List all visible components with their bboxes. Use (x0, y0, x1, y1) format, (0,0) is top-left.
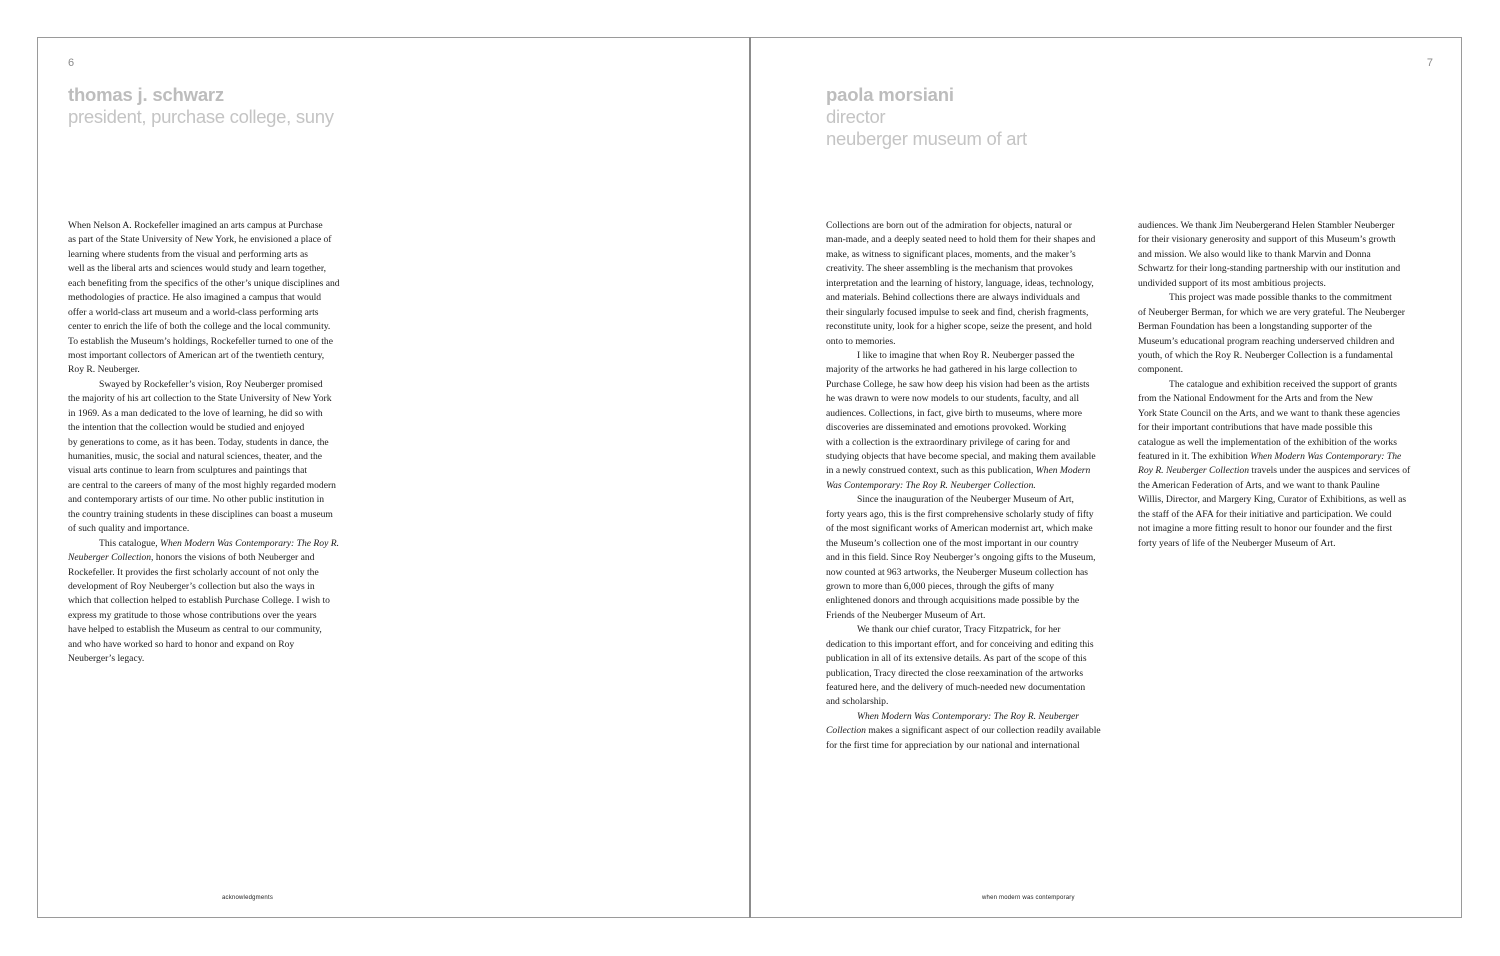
line-text: undivided support of its most ambitious projects. (1138, 277, 1326, 289)
text-line (68, 248, 340, 262)
line-text: Roy R. Neuberger. (68, 364, 140, 376)
line-text: Neuberger’s legacy. (68, 653, 145, 665)
italic-title: Was Contemporary: The Roy R. Neuberger Collection. (826, 479, 1036, 491)
line-text: center to enrich the life of both the college and the local community. (68, 321, 331, 333)
line-text: development of Roy Neuberger’s collection but also the ways in (68, 580, 315, 592)
text-line (826, 248, 1101, 262)
line-text: the intention that the collection would be studied and enjoyed (68, 422, 305, 434)
text-line (826, 277, 1101, 291)
line-text: onto to memories. (826, 335, 896, 347)
line-text: makes a significant aspect of our collection readily available (865, 725, 1101, 737)
text-line (68, 522, 340, 536)
line-text: of such quality and importance. (68, 523, 190, 535)
text-line (68, 277, 340, 291)
text-line (1138, 335, 1410, 349)
text-line (68, 551, 340, 565)
line-text: Berman Foundation has been a longstanding supporter of the (1138, 321, 1372, 333)
text-line (68, 464, 340, 478)
text-line (68, 580, 340, 594)
line-text: the staff of the AFA for their initiative and participation. We could (1138, 508, 1392, 520)
text-line (826, 262, 1101, 276)
italic-title: Neuberger Collection (68, 552, 152, 564)
italic-title: When Modern Was Contemporary: The (1250, 451, 1402, 462)
line-text: and materials. Behind collections there are always individuals and (826, 292, 1080, 304)
line-text: and contemporary artists of our time. No other public institution in (68, 494, 325, 506)
text-line (826, 436, 1101, 450)
line-text: enlightened donors and through acquisitions made possible by the (826, 595, 1080, 607)
line-text: the majority of his art collection to the State University of New York (68, 393, 332, 405)
text-line (1138, 436, 1410, 450)
line-text: as part of the State University of New York, he envisioned a place of (68, 234, 332, 246)
text-line (826, 493, 1101, 507)
line-text: visual arts continue to learn from sculptures and paintings that (68, 465, 307, 477)
text-line (1138, 407, 1410, 421)
body-column-1 (826, 219, 1101, 753)
text-line (68, 291, 340, 305)
text-line (826, 378, 1101, 392)
line-text: The catalogue and exhibition received the support of grants (1169, 378, 1398, 390)
line-text: of the most significant works of American modernist art, which make (826, 523, 1093, 535)
line-text: which that collection helped to establish Purchase College. I wish to (68, 595, 330, 607)
italic-title: Collection (826, 725, 866, 737)
text-line (68, 609, 340, 623)
line-text: forty years ago, this is the first comprehensive scholarly study of fifty (826, 508, 1094, 520)
text-line (1138, 277, 1410, 291)
line-text: express my gratitude to those whose contributions over the years (68, 609, 317, 621)
text-line (68, 262, 340, 276)
text-line (826, 724, 1101, 738)
line-text: Rockefeller. It provides the first scholarly account of not only the (68, 566, 319, 578)
line-text: York State Council on the Arts, and we want to thank these agencies (1138, 407, 1401, 419)
text-line (826, 551, 1101, 565)
text-line (826, 739, 1101, 753)
text-line (826, 508, 1101, 522)
text-line (826, 594, 1101, 608)
text-line (826, 335, 1101, 349)
text-line (1138, 450, 1410, 464)
text-line (1138, 291, 1410, 305)
text-line (1138, 508, 1410, 522)
text-line (1138, 363, 1410, 377)
text-line (68, 479, 340, 493)
line-text: audiences. We thank Jim Neubergerand Helen Stambler Neuberger (1138, 220, 1395, 231)
line-text: for their important contributions that have made possible this (1138, 422, 1373, 434)
text-line (1138, 421, 1410, 435)
line-text: for their visionary generosity and support of this Museum’s growth (1138, 234, 1396, 246)
text-line (68, 306, 340, 320)
line-text: youth, of which the Roy R. Neuberger Collection is a fundamental (1138, 349, 1394, 361)
line-text: from the National Endowment for the Arts and from the New (1138, 393, 1373, 405)
text-line (826, 291, 1101, 305)
line-text: grown to more than 6,000 pieces, through the gifts of many (826, 580, 1055, 592)
line-text: have helped to establish the Museum as central to our community, (68, 624, 322, 636)
left-page (38, 38, 749, 917)
line-text: humanities, music, the social and natural sciences, theater, and the (68, 451, 323, 462)
text-line (68, 652, 340, 666)
italic-title: When Modern Was Contemporary: The Roy R. Neuberger (857, 710, 1080, 722)
text-line (68, 363, 340, 377)
text-line (68, 508, 340, 522)
line-text: Friends of the Neuberger Museum of Art. (826, 609, 986, 621)
text-line (1138, 320, 1410, 334)
text-line (826, 681, 1101, 695)
line-text: We thank our chief curator, Tracy Fitzpatrick, for her (857, 624, 1061, 636)
text-line (68, 320, 340, 334)
text-line (826, 306, 1101, 320)
line-text: studying objects that have become special, and making them available (826, 451, 1096, 462)
line-text: Collections are born out of the admiration for objects, natural or (826, 220, 1072, 231)
line-text: interpretation and the learning of history, language, ideas, technology, (826, 277, 1094, 289)
line-text: This project was made possible thanks to the commitment (1169, 292, 1392, 304)
line-text: for the first time for appreciation by our national and international (826, 739, 1080, 751)
page-number: 7 (1426, 57, 1433, 69)
line-text: the American Federation of Arts, and we want to thank Pauline (1138, 479, 1380, 491)
text-line (68, 233, 340, 247)
text-line (1138, 392, 1410, 406)
line-text: , honors the visions of both Neuberger and (151, 552, 315, 564)
line-text: their singularly focused impulse to seek and find, cherish fragments, (826, 306, 1089, 318)
body-column (68, 219, 340, 667)
text-line (826, 320, 1101, 334)
text-line (68, 537, 340, 551)
page-footer: when modern was contemporary (982, 895, 1075, 901)
line-text: To establish the Museum’s holdings, Rockefeller turned to one of the (68, 335, 333, 347)
text-line (826, 233, 1101, 247)
text-line (68, 378, 340, 392)
line-text: learning where students from the visual and performing arts as (68, 248, 309, 260)
line-text: and in this field. Since Roy Neuberger’s ongoing gifts to the Museum, (826, 552, 1096, 564)
line-text: publication in all of its extensive details. As part of the scope of this (826, 653, 1087, 665)
line-text: with a collection is the extraordinary privilege of caring for and (826, 436, 1071, 448)
text-line (826, 638, 1101, 652)
page-number: 6 (68, 57, 75, 69)
text-line (826, 522, 1101, 536)
text-line (826, 710, 1101, 724)
text-line (826, 479, 1101, 493)
text-line (826, 537, 1101, 551)
line-text: in a newly construed context, such as this publication, (826, 465, 1036, 477)
italic-title: When Modern Was Contemporary: The Roy R. (160, 537, 339, 549)
page-footer: acknowledgments (222, 895, 274, 901)
text-line (68, 638, 340, 652)
text-line (826, 580, 1101, 594)
text-line (68, 349, 340, 363)
line-text: are central to the careers of many of the most highly regarded modern (68, 479, 336, 491)
text-line (68, 407, 340, 421)
line-text: Museum’s educational program reaching underserved children and (1138, 335, 1395, 347)
line-text: make, as witness to significant places, moments, and the maker’s (826, 248, 1076, 260)
author-title-line: director (826, 106, 886, 127)
text-line (1138, 479, 1410, 493)
text-line (68, 493, 340, 507)
text-line (1138, 537, 1410, 551)
line-text: most important collectors of American art of the twentieth century, (68, 349, 325, 361)
line-text: not imagine a more fitting result to honor our founder and the first (1138, 523, 1393, 535)
line-text: majority of the artworks he had gathered in his large collection to (826, 364, 1078, 376)
line-text: the Museum’s collection one of the most important in our country (826, 537, 1079, 549)
text-line (1138, 233, 1410, 247)
line-text: each benefiting from the specifics of the other’s unique disciplines and (68, 277, 340, 289)
line-text: well as the liberal arts and sciences would study and learn together, (68, 263, 327, 275)
text-line (826, 609, 1101, 623)
text-line (826, 421, 1101, 435)
text-line (826, 566, 1101, 580)
line-text: by generations to come, as it has been. Today, students in dance, the (68, 436, 329, 448)
line-text: and scholarship. (826, 696, 889, 708)
line-text: Willis, Director, and Margery King, Curator of Exhibitions, as well as (1138, 494, 1407, 506)
line-text: travels under the auspices and services of (1249, 465, 1411, 477)
text-line (1138, 378, 1410, 392)
text-line (1138, 464, 1410, 478)
text-line (826, 219, 1101, 233)
text-line (826, 667, 1101, 681)
line-text: featured in it. The exhibition (1138, 451, 1251, 462)
text-line (1138, 522, 1410, 536)
text-line (826, 464, 1101, 478)
text-line (1138, 349, 1410, 363)
text-line (1138, 262, 1410, 276)
line-text: man-made, and a deeply seated need to hold them for their shapes and (826, 234, 1096, 246)
line-text: When Nelson A. Rockefeller imagined an arts campus at Purchase (68, 220, 323, 231)
text-line (826, 349, 1101, 363)
line-text: catalogue as well the implementation of the exhibition of the works (1138, 436, 1397, 448)
line-text: methodologies of practice. He also imagined a campus that would (68, 292, 322, 304)
line-text: he was drawn to were now models to our students, faculty, and all (826, 393, 1080, 405)
line-text: audiences. Collections, in fact, give birth to museums, where more (826, 407, 1083, 419)
line-text: forty years of life of the Neuberger Museum of Art. (1138, 537, 1336, 549)
author-name: thomas j. schwarz (68, 84, 224, 105)
italic-title: When Modern (1035, 465, 1091, 477)
line-text: Purchase College, he saw how deep his vision had been as the artists (826, 378, 1090, 390)
line-text: Since the inauguration of the Neuberger Museum of Art, (857, 494, 1074, 506)
text-line (68, 335, 340, 349)
text-line (68, 566, 340, 580)
body-column-2 (1138, 219, 1410, 551)
author-title: president, purchase college, suny (68, 106, 334, 127)
text-line (68, 392, 340, 406)
line-text: creativity. The sheer assembling is the mechanism that provokes (826, 263, 1073, 275)
text-line (826, 695, 1101, 709)
text-line (68, 436, 340, 450)
text-line (826, 392, 1101, 406)
line-text: publication, Tracy directed the close reexamination of the artworks (826, 667, 1084, 679)
line-text: and mission. We also would like to thank Marvin and Donna (1138, 248, 1371, 260)
line-text: Swayed by Rockefeller’s vision, Roy Neuberger promised (99, 378, 323, 390)
line-text: featured here, and the delivery of much-needed new documentation (826, 682, 1086, 693)
line-text: and who have worked so hard to honor and expand on Roy (68, 638, 295, 650)
text-line (826, 450, 1101, 464)
text-line (68, 219, 340, 233)
line-text: in 1969. As a man dedicated to the love of learning, he did so with (68, 407, 323, 419)
author-institution-line: neuberger museum of art (826, 128, 1027, 149)
italic-title: Roy R. Neuberger Collection (1138, 465, 1250, 477)
text-line (826, 623, 1101, 637)
line-text: of Neuberger Berman, for which we are very grateful. The Neuberger (1138, 306, 1405, 318)
line-text: Schwartz for their long-standing partnership with our institution and (1138, 263, 1401, 275)
text-line (68, 421, 340, 435)
line-text: component. (1138, 364, 1184, 376)
text-line (826, 407, 1101, 421)
right-page (751, 38, 1461, 917)
text-line (1138, 248, 1410, 262)
text-line (1138, 219, 1410, 233)
line-text: dedication to this important effort, and for conceiving and editing this (826, 638, 1094, 650)
line-text: discoveries are disseminated and emotions provoked. Working (826, 422, 1067, 434)
author-name: paola morsiani (826, 84, 954, 105)
text-line (68, 623, 340, 637)
line-text: offer a world-class art museum and a world-class performing arts (68, 306, 319, 318)
text-line (1138, 493, 1410, 507)
line-text: the country training students in these disciplines can boast a museum (68, 508, 333, 520)
line-text: reconstitute unity, look for a higher scope, seize the present, and hold (826, 321, 1092, 333)
text-line (1138, 306, 1410, 320)
line-text: I like to imagine that when Roy R. Neuberger passed the (857, 349, 1075, 361)
text-line (68, 450, 340, 464)
line-text: now counted at 963 artworks, the Neuberger Museum collection has (826, 566, 1088, 578)
text-line (826, 363, 1101, 377)
line-text: This catalogue, (99, 537, 161, 549)
text-line (68, 594, 340, 608)
text-line (826, 652, 1101, 666)
